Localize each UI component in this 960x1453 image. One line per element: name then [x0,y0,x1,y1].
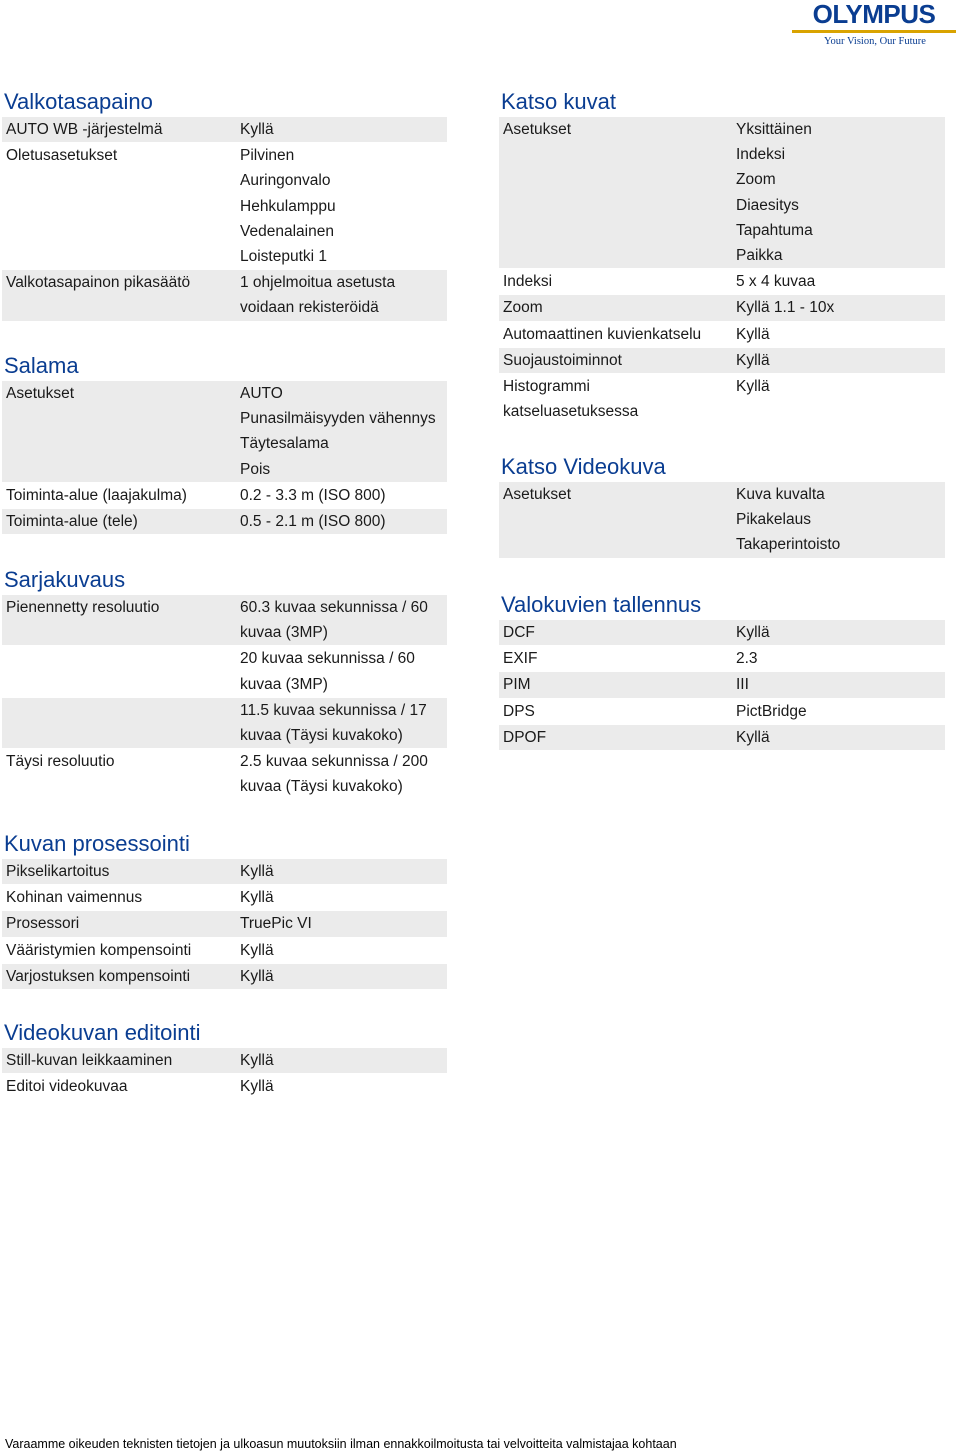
row-label: Suojaustoiminnot [503,351,622,369]
section-valokuvien-tallennus [499,590,945,750]
row-value: 11.5 kuvaa sekunnissa / 17 [240,701,427,719]
table-row [2,938,447,963]
table-row [499,699,945,724]
table-row [2,964,447,989]
row-value: Kyllä [736,377,770,395]
table-row [2,1074,447,1099]
section-title: Kuvan prosessointi [4,831,190,856]
section-title: Salama [4,353,79,378]
row-value: Kyllä 1.1 - 10x [736,299,835,317]
row-label: Vääristymien kompensointi [6,941,192,959]
row-value: 20 kuvaa sekunnissa / 60 [240,650,415,668]
row-value: Täytesalama [240,435,329,453]
row-label: Editoi videokuvaa [6,1078,128,1096]
row-value: 2.3 [736,650,758,668]
table-row [499,269,945,294]
spec-table [2,117,447,321]
olympus-logo [792,0,960,48]
spec-table [2,859,447,989]
table-row [2,143,447,269]
row-label: Zoom [503,299,543,317]
row-value: Yksittäinen [736,121,812,138]
row-value: Kyllä [736,351,770,369]
row-value: kuvaa (3MP) [240,624,328,642]
section-kuvan-prosessointi [2,829,447,989]
row-value: Kyllä [240,1052,274,1069]
row-value: Kyllä [736,728,770,746]
row-value: Hehkulamppu [240,197,336,215]
logo-underline [792,30,956,33]
row-label: DPOF [503,728,547,746]
row-value: kuvaa (3MP) [240,675,328,693]
row-value: Pois [240,460,271,478]
spec-table [499,482,945,558]
row-value: Tapahtuma [736,221,813,239]
row-value: 2.5 kuvaa sekunnissa / 200 [240,753,428,771]
row-value: Kyllä [240,863,274,880]
logo-tagline: Your Vision, Our Future [824,36,926,47]
row-value: 60.3 kuvaa sekunnissa / 60 [240,599,428,616]
row-value: AUTO [240,385,283,402]
row-label: Histogrammi [503,377,590,395]
row-value: Kyllä [240,967,274,985]
row-value: Diaesitys [736,196,799,214]
table-row [499,348,945,373]
row-value: 0.2 - 3.3 m (ISO 800) [240,486,386,504]
row-label: Kohinan vaimennus [6,889,143,907]
row-value: voidaan rekisteröidä [240,299,379,317]
table-row [2,885,447,910]
row-label: Pikselikartoitus [6,863,110,880]
row-value: TruePic VI [240,915,312,933]
table-row [2,698,447,748]
table-row [2,749,447,799]
row-value: Pikakelaus [736,511,811,529]
row-label: Still-kuvan leikkaaminen [6,1052,173,1069]
spec-table [2,595,447,800]
row-value: Kyllä [240,889,274,907]
section-valkotasapaino [2,87,447,321]
spec-table [499,620,945,750]
row-label: PIM [503,676,531,694]
row-label: Varjostuksen kompensointi [6,967,191,985]
row-label: DPS [503,702,535,720]
table-row [2,270,447,320]
row-value: Kyllä [240,941,274,959]
row-value: kuvaa (Täysi kuvakoko) [240,726,403,744]
section-katso-videokuva [499,452,945,558]
row-label: Asetukset [6,385,75,402]
row-value: Kyllä [736,325,770,343]
row-value: Indeksi [736,146,786,164]
row-value: Kyllä [736,624,770,641]
row-value: 1 ohjelmoitua asetusta [240,274,396,292]
table-row [499,322,945,347]
section-title: Sarjakuvaus [4,567,126,592]
row-label: DCF [503,624,535,641]
table-row [2,911,447,936]
row-label: Indeksi [503,273,553,291]
table-row [499,672,945,697]
table-row [2,859,447,884]
row-label: Automaattinen kuvienkatselu [503,325,702,343]
row-value: Vedenalainen [240,222,334,240]
row-value: Pilvinen [240,147,295,165]
table-row [2,483,447,508]
row-label: Pienennetty resoluutio [6,599,160,616]
row-label: Asetukset [503,121,572,138]
row-label: Oletusasetukset [6,147,118,165]
spec-table [2,1048,447,1099]
row-value: Kuva kuvalta [736,486,825,503]
section-title: Katso kuvat [501,89,616,114]
section-katso-kuvat [499,87,945,424]
row-value: Punasilmäisyyden vähennys [240,410,436,428]
spec-table [499,117,945,424]
table-row [2,509,447,534]
row-value: 5 x 4 kuvaa [736,273,816,291]
row-value: PictBridge [736,702,807,720]
row-label: EXIF [503,650,538,668]
row-value: kuvaa (Täysi kuvakoko) [240,778,403,796]
table-row [499,295,945,320]
table-row [2,646,447,696]
row-label: Toiminta-alue (laajakulma) [6,486,187,504]
section-title: Videokuvan editointi [4,1020,201,1045]
row-value: Loisteputki 1 [240,247,328,265]
spec-table [2,381,447,534]
table-row [2,595,447,645]
section-videokuvan-editointi [2,1018,447,1099]
row-label: Täysi resoluutio [6,753,115,771]
row-value: Kyllä [240,121,274,138]
table-row [2,1048,447,1073]
row-value: Paikka [736,246,783,264]
table-row [499,620,945,645]
logo-wordmark: OLYMPUS [812,0,936,29]
row-value: Takaperintoisto [736,536,841,554]
section-title: Valkotasapaino [4,89,153,114]
row-label: Toiminta-alue (tele) [6,512,138,530]
row-value: Kyllä [240,1078,274,1096]
row-value: Auringonvalo [240,172,331,190]
row-value: 0.5 - 2.1 m (ISO 800) [240,512,386,530]
table-row [499,482,945,558]
footer-disclaimer: Varaamme oikeuden teknisten tietojen ja ulkoasun muutoksiin ilman ennakkoilmoitusta tai velvoitteita valmistajaa kohtaan [5,1437,677,1451]
table-row [499,725,945,750]
section-title: Katso Videokuva [501,454,666,479]
row-label: Prosessori [6,915,80,933]
table-row [2,381,447,482]
section-salama [2,351,447,534]
table-row [499,117,945,268]
section-sarjakuvaus [2,565,447,800]
table-row [499,646,945,671]
row-label: AUTO WB -järjestelmä [6,121,163,138]
table-row [2,117,447,142]
row-value: III [736,676,749,694]
table-row [499,374,945,424]
row-label: katseluasetuksessa [503,403,639,421]
row-label: Asetukset [503,486,572,503]
row-value: Zoom [736,171,776,189]
section-title: Valokuvien tallennus [501,592,702,617]
row-label: Valkotasapainon pikasäätö [6,274,191,292]
